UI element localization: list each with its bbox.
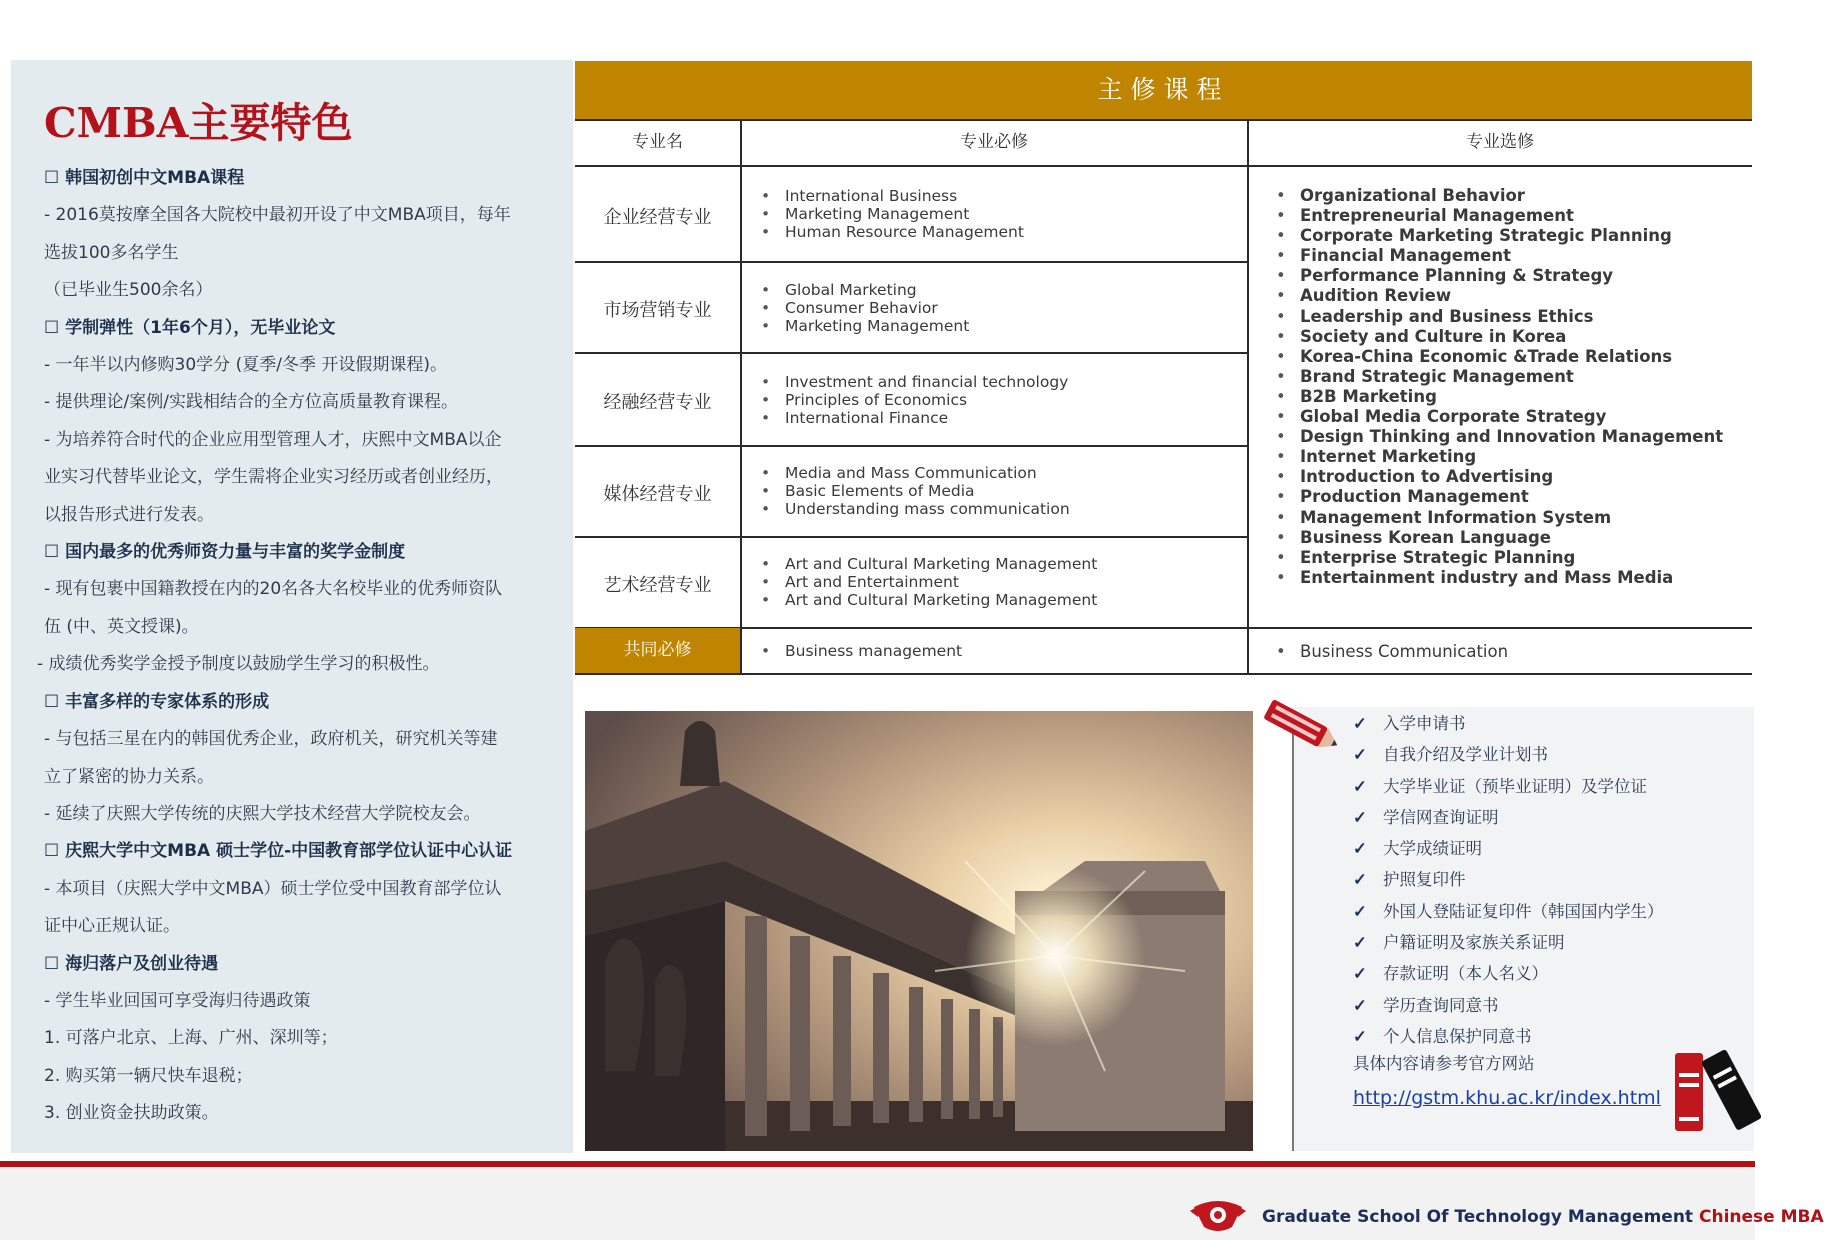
document-item	[1353, 958, 1664, 989]
feature-text: 1. 可落户北京、上海、广州、深圳等；	[44, 1028, 338, 1049]
elective-course-item: • Audition Review	[1276, 286, 1723, 306]
document-item-label: 护照复印件	[1383, 870, 1466, 890]
document-item	[1353, 708, 1664, 739]
feature-text: - 与包括三星在内的韩国优秀企业，政府机关，研究机关等建	[44, 729, 498, 750]
feature-heading: ☐ 庆熙大学中文MBA 硕士学位-中国教育部学位认证中心认证	[44, 841, 513, 862]
elective-course-item: • Entertainment industry and Mass Media	[1276, 568, 1723, 588]
document-item-label: 个人信息保护同意书	[1383, 1026, 1532, 1046]
document-item-label: 大学成绩证明	[1383, 839, 1482, 859]
elective-course-item: • B2B Marketing	[1276, 387, 1723, 407]
feature-text: 以报告形式进行发表。	[44, 504, 214, 525]
common-required-label: 共同必修	[575, 628, 740, 673]
feature-heading: ☐ 海归落户及创业待遇	[44, 953, 219, 974]
document-item	[1353, 896, 1664, 927]
feature-text: - 现有包裹中国籍教授在内的20名各大名校毕业的优秀师资队	[44, 579, 503, 600]
book-icon	[1673, 1049, 1755, 1151]
document-item	[1353, 1021, 1664, 1052]
check-icon: ✓	[1353, 839, 1367, 859]
footer-school-name	[1262, 1207, 1824, 1227]
documents-divider	[1292, 725, 1294, 1151]
document-item-label: 户籍证明及家族关系证明	[1383, 933, 1565, 953]
document-item	[1353, 771, 1664, 802]
document-item	[1353, 927, 1664, 958]
check-icon: ✓	[1353, 901, 1367, 921]
required-documents-list	[1353, 708, 1664, 1052]
check-icon: ✓	[1353, 776, 1367, 796]
document-item-label: 存款证明（本人名义）	[1383, 964, 1548, 984]
check-icon: ✓	[1353, 807, 1367, 827]
common-required-list	[761, 642, 962, 660]
required-course-list	[761, 373, 1068, 427]
column-header-required: 专业必修	[960, 132, 1028, 152]
elective-course-item: • Financial Management	[1276, 246, 1723, 266]
course-item: • Marketing Management	[761, 205, 1024, 223]
check-icon: ✓	[1353, 1026, 1367, 1046]
check-icon: ✓	[1353, 745, 1367, 765]
pencil-icon	[1258, 693, 1344, 759]
feature-heading: ☐ 国内最多的优秀师资力量与丰富的奖学金制度	[44, 542, 406, 563]
feature-heading: ☐ 韩国初创中文MBA课程	[44, 168, 245, 188]
required-course-list	[761, 187, 1024, 241]
course-item: • Understanding mass communication	[761, 500, 1070, 518]
feature-text: - 成绩优秀奖学金授予制度以鼓励学生学习的积极性。	[37, 654, 440, 675]
elective-course-item: • Production Management	[1276, 487, 1723, 507]
elective-course-item: • Entrepreneurial Management	[1276, 206, 1723, 226]
elective-course-item: • Enterprise Strategic Planning	[1276, 548, 1723, 568]
course-item: • Investment and financial technology	[761, 373, 1068, 391]
elective-course-item: • Design Thinking and Innovation Management	[1276, 427, 1723, 447]
document-item	[1353, 802, 1664, 833]
feature-heading: ☐ 丰富多样的专家体系的形成	[44, 691, 270, 712]
document-item-label: 入学申请书	[1383, 714, 1466, 733]
document-item-label: 自我介绍及学业计划书	[1383, 745, 1548, 765]
feature-text: - 2016莫按摩全国各大院校中最初开设了中文MBA项目，每年	[44, 205, 511, 226]
common-elective-list	[1276, 643, 1508, 661]
elective-course-item: • Internet Marketing	[1276, 447, 1723, 467]
check-icon: ✓	[1353, 714, 1367, 733]
elective-course-item: • Business Korean Language	[1276, 528, 1723, 548]
feature-text: - 为培养符合时代的企业应用型管理人才，庆熙中文MBA以企	[44, 429, 502, 450]
feature-text: 证中心正规认证。	[44, 916, 180, 937]
course-item: • International Finance	[761, 409, 1068, 427]
elective-course-item: • Leadership and Business Ethics	[1276, 307, 1723, 327]
official-website-link[interactable]: http://gstm.khu.ac.kr/index.html	[1353, 1087, 1661, 1109]
course-item: • Human Resource Management	[761, 223, 1024, 241]
document-item	[1353, 833, 1664, 864]
elective-course-list	[1276, 186, 1723, 588]
major-name: 经融经营专业	[603, 392, 712, 413]
feature-text: 立了紧密的协力关系。	[44, 766, 214, 787]
course-item: • Basic Elements of Media	[761, 482, 1070, 500]
course-item: • Consumer Behavior	[761, 299, 969, 317]
features-title: CMBA主要特色	[44, 99, 353, 147]
feature-text: - 提供理论/案例/实践相结合的全方位高质量教育课程。	[44, 392, 458, 413]
elective-course-item: • Brand Strategic Management	[1276, 367, 1723, 387]
elective-course-item: • Korea-China Economic &Trade Relations	[1276, 347, 1723, 367]
feature-text: - 本项目（庆熙大学中文MBA）硕士学位受中国教育部学位认	[44, 878, 502, 899]
courses-table	[575, 119, 1752, 674]
course-item: • Business management	[761, 642, 962, 660]
document-item-label: 学历查询同意书	[1383, 995, 1499, 1015]
major-name: 企业经营专业	[603, 207, 712, 228]
feature-text: （已毕业生500余名）	[44, 280, 213, 301]
feature-text: 伍 (中、英文授课)。	[44, 616, 199, 637]
elective-course-item: • Performance Planning & Strategy	[1276, 266, 1723, 286]
elective-course-item: • Management Information System	[1276, 508, 1723, 528]
document-item-label: 大学毕业证（预毕业证明）及学位证	[1383, 776, 1647, 796]
course-item: • Art and Cultural Marketing Management	[761, 555, 1097, 573]
column-header-elective: 专业选修	[1466, 132, 1534, 152]
course-item: • Media and Mass Communication	[761, 464, 1070, 482]
required-course-list	[761, 464, 1070, 518]
course-item: • Principles of Economics	[761, 391, 1068, 409]
elective-course-item: • Society and Culture in Korea	[1276, 327, 1723, 347]
column-header-major: 专业名	[632, 132, 683, 152]
elective-course-item: • Introduction to Advertising	[1276, 467, 1723, 487]
campus-photo	[585, 711, 1253, 1151]
course-item: • Global Marketing	[761, 281, 969, 299]
document-item	[1353, 864, 1664, 895]
document-item	[1353, 739, 1664, 770]
courses-header: 主修课程	[575, 61, 1752, 119]
check-icon: ✓	[1353, 870, 1367, 890]
feature-text: - 延续了庆熙大学传统的庆熙大学技术经营大学院校友会。	[44, 803, 481, 824]
course-item: • Marketing Management	[761, 317, 969, 335]
elective-course-item: • Organizational Behavior	[1276, 186, 1723, 206]
document-item-label: 外国人登陆证复印件（韩国国内学生）	[1383, 901, 1664, 921]
footer-school-accent: Chinese MBA	[1698, 1207, 1824, 1227]
check-icon: ✓	[1353, 933, 1367, 953]
features-list	[37, 160, 564, 1133]
feature-text: 选拔100多名学生	[44, 242, 179, 263]
reference-note: 具体内容请参考官方网站	[1353, 1054, 1535, 1073]
feature-text: - 一年半以内修购30学分 (夏季/冬季 开设假期课程)。	[44, 355, 447, 376]
course-item: • Art and Cultural Marketing Management	[761, 591, 1097, 609]
check-icon: ✓	[1353, 995, 1367, 1015]
major-name: 市场营销专业	[603, 300, 712, 321]
document-item	[1353, 990, 1664, 1021]
footer-school-main: Graduate School Of Technology Management	[1262, 1207, 1694, 1227]
elective-course-item: • Global Media Corporate Strategy	[1276, 407, 1723, 427]
feature-text: 3. 创业资金扶助政策。	[44, 1103, 219, 1124]
course-item: • Business Communication	[1276, 643, 1508, 661]
required-course-list	[761, 281, 969, 335]
feature-heading: ☐ 学制弹性（1年6个月），无毕业论文	[44, 317, 336, 338]
feature-text: - 学生毕业回国可享受海归待遇政策	[44, 990, 311, 1011]
feature-text: 2. 购买第一辆尺快车退税；	[44, 1065, 253, 1086]
check-icon: ✓	[1353, 964, 1367, 984]
course-item: • International Business	[761, 187, 1024, 205]
university-logo	[1188, 1197, 1248, 1235]
major-name: 媒体经营专业	[603, 484, 712, 505]
course-item: • Art and Entertainment	[761, 573, 1097, 591]
required-course-list	[761, 555, 1097, 609]
major-name: 艺术经营专业	[603, 575, 712, 596]
feature-text: 业实习代替毕业论文，学生需将企业实习经历或者创业经历，	[44, 467, 503, 488]
elective-course-item: • Corporate Marketing Strategic Planning	[1276, 226, 1723, 246]
footer	[0, 1167, 1755, 1240]
document-item-label: 学信网查询证明	[1383, 807, 1499, 827]
